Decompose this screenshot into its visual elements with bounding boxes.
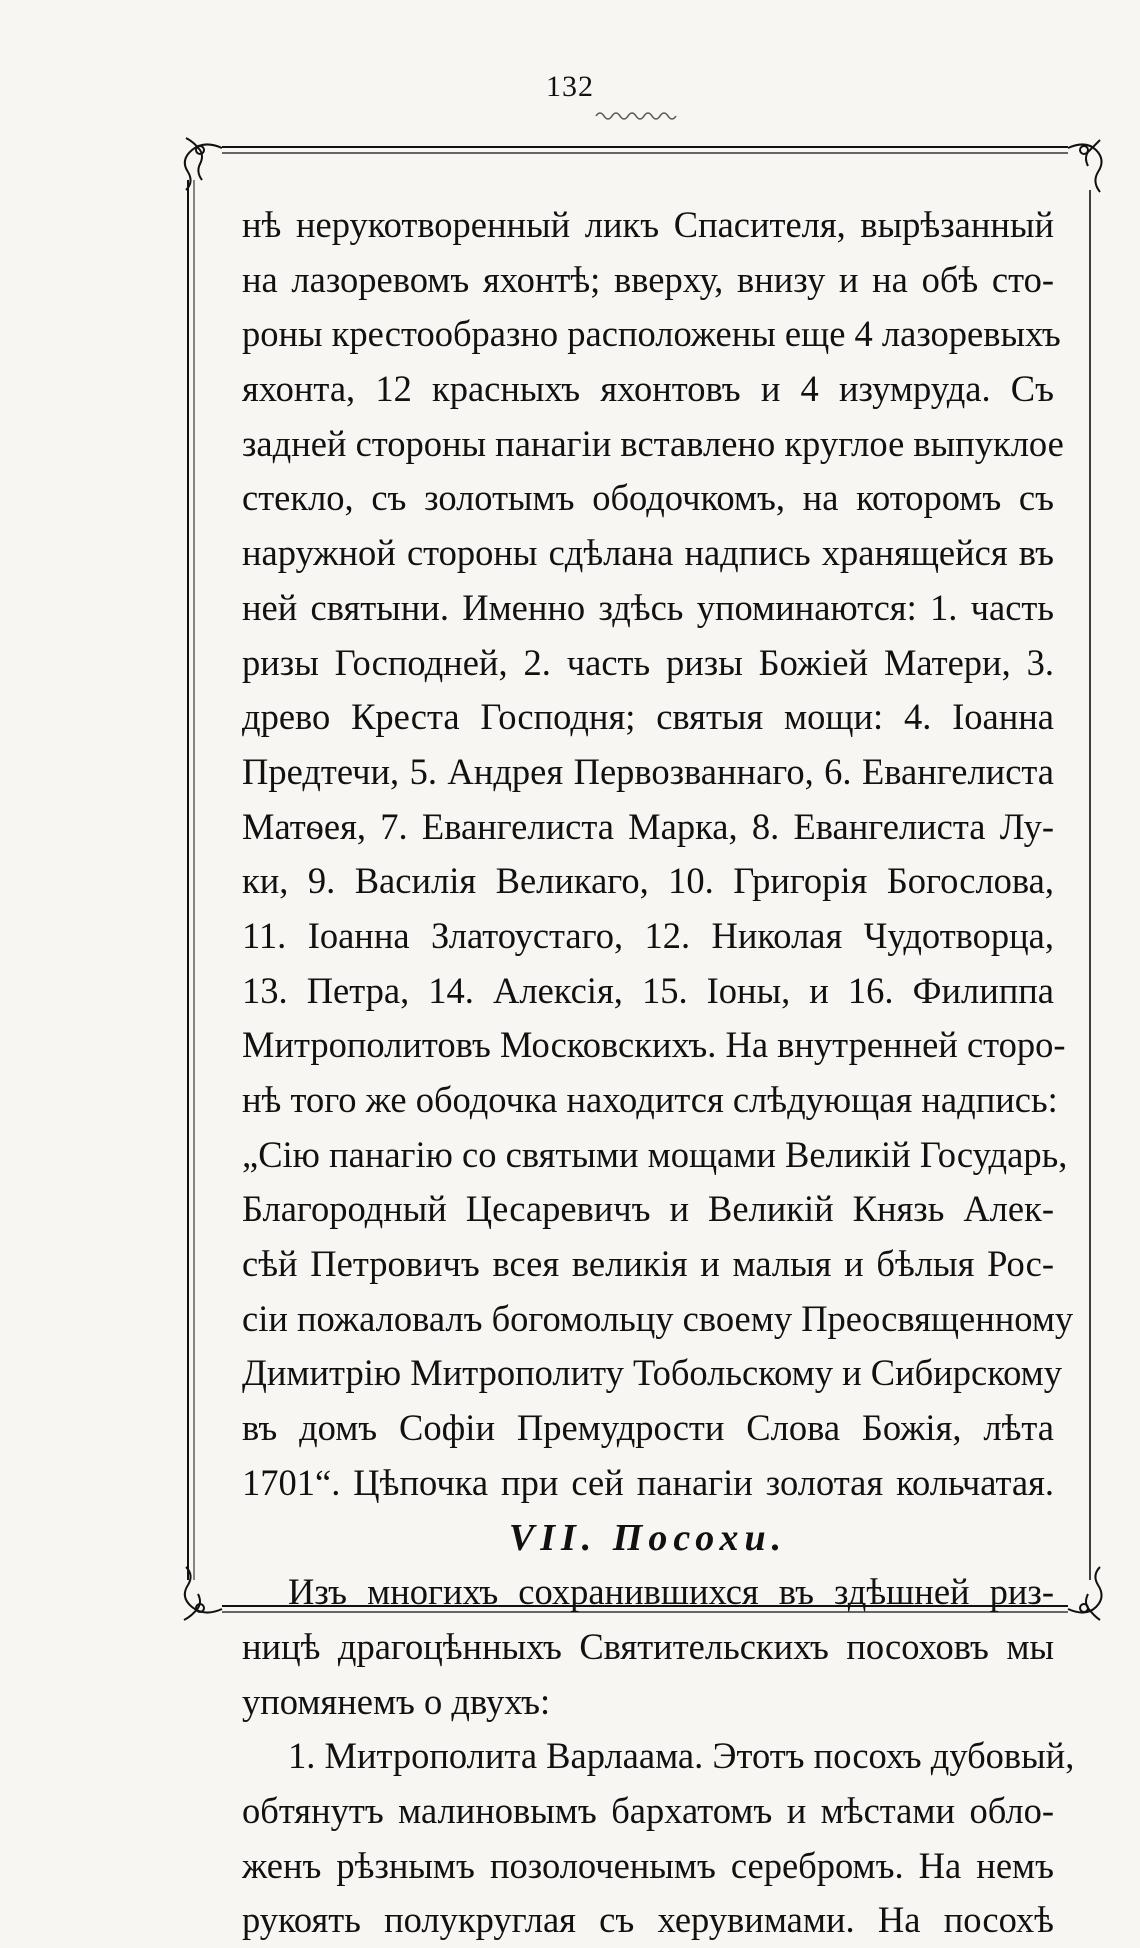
text-line: яхонта, 12 красныхъ яхонтовъ и 4 изумруда. Съ xyxy=(242,368,1054,410)
text-line: сіи пожаловалъ богомольцу своему Преосвященному xyxy=(242,1297,1074,1339)
text-line: обтянутъ малиновымъ бархатомъ и мѣстами обло- xyxy=(242,1789,1054,1831)
text-line: 1. Митрополита Варлаама. Этотъ посохъ дубовый, xyxy=(288,1735,1075,1777)
text-line: на лазоревомъ яхонтѣ; вверху, внизу и на обѣ сто- xyxy=(242,258,1054,300)
text-line: Митрополитовъ Московскихъ. На внутренней сторо- xyxy=(242,1024,1066,1066)
text-line: Изъ многихъ сохранившихся въ здѣшней риз- xyxy=(288,1571,1054,1613)
text-line: женъ рѣзнымъ позолоченымъ серебромъ. На немъ xyxy=(242,1844,1054,1886)
text-line: „Сію панагію со святыми мощами Великій Государь, xyxy=(242,1133,1068,1175)
text-line: роны крестообразно расположены еще 4 лазоревыхъ xyxy=(242,313,1061,355)
corner-ornament-bottom-left xyxy=(184,1567,222,1620)
page-number: 132 xyxy=(546,70,594,103)
corner-ornament-top-left xyxy=(185,138,222,190)
text-line: 1701“. Цѣпочка при сей панагіи золотая кольчатая. xyxy=(242,1461,1054,1503)
text-line: ницѣ драгоцѣнныхъ Святительскихъ посоховъ мы xyxy=(242,1625,1054,1667)
text-line: древо Креста Господня; святыя мощи: 4. Іоанна xyxy=(242,696,1054,738)
text-line: 11. Іоанна Златоустаго, 12. Николая Чудотворца, xyxy=(242,914,1054,956)
text-line: ней святыни. Именно здѣсь упоминаются: 1. часть xyxy=(242,586,1054,628)
text-line: стекло, съ золотымъ ободочкомъ, на которомъ съ xyxy=(242,477,1054,519)
text-line: 13. Петра, 14. Алексія, 15. Іоны, и 16. Филиппа xyxy=(242,969,1054,1011)
text-line: упомянемъ о двухъ: xyxy=(242,1680,551,1722)
text-line: Благородный Цесаревичъ и Великій Князь Алек- xyxy=(242,1188,1054,1230)
text-line: нѣ нерукотворенный ликъ Спасителя, вырѣзанный xyxy=(242,204,1054,245)
text-line: Димитрію Митрополиту Тобольскому и Сибирскому xyxy=(242,1352,1063,1394)
text-line: наружной стороны сдѣлана надпись хранящейся въ xyxy=(242,532,1054,574)
text-line: задней стороны панагіи вставлено круглое выпуклое xyxy=(242,422,1064,464)
text-line: въ домъ Софіи Премудрости Слова Божія, лѣта xyxy=(242,1407,1054,1449)
text-line: Матѳея, 7. Евангелиста Марка, 8. Евангелиста Лу- xyxy=(242,805,1054,847)
text-line: нѣ того же ободочка нaходится слѣдующая надпись: xyxy=(242,1079,1058,1120)
text-line: ризы Господней, 2. часть ризы Божіей Матери, 3. xyxy=(242,641,1054,683)
section-heading: VII. Посохи. xyxy=(508,1516,788,1559)
text-line: рукоять полукруглая съ херувимами. На посохѣ xyxy=(242,1899,1054,1941)
corner-ornament-top-right xyxy=(1068,140,1102,192)
text-line: сѣй Петровичъ всея великія и малыя и бѣлыя Рос- xyxy=(242,1243,1054,1285)
text-line: ки, 9. Василія Великаго, 10. Григорія Богослова, xyxy=(242,860,1054,902)
page-text xyxy=(242,198,1075,1948)
corner-ornament-bottom-right xyxy=(1068,1567,1102,1620)
text-line: Предтечи, 5. Андрея Первозваннаго, 6. Евангелиста xyxy=(242,750,1054,792)
